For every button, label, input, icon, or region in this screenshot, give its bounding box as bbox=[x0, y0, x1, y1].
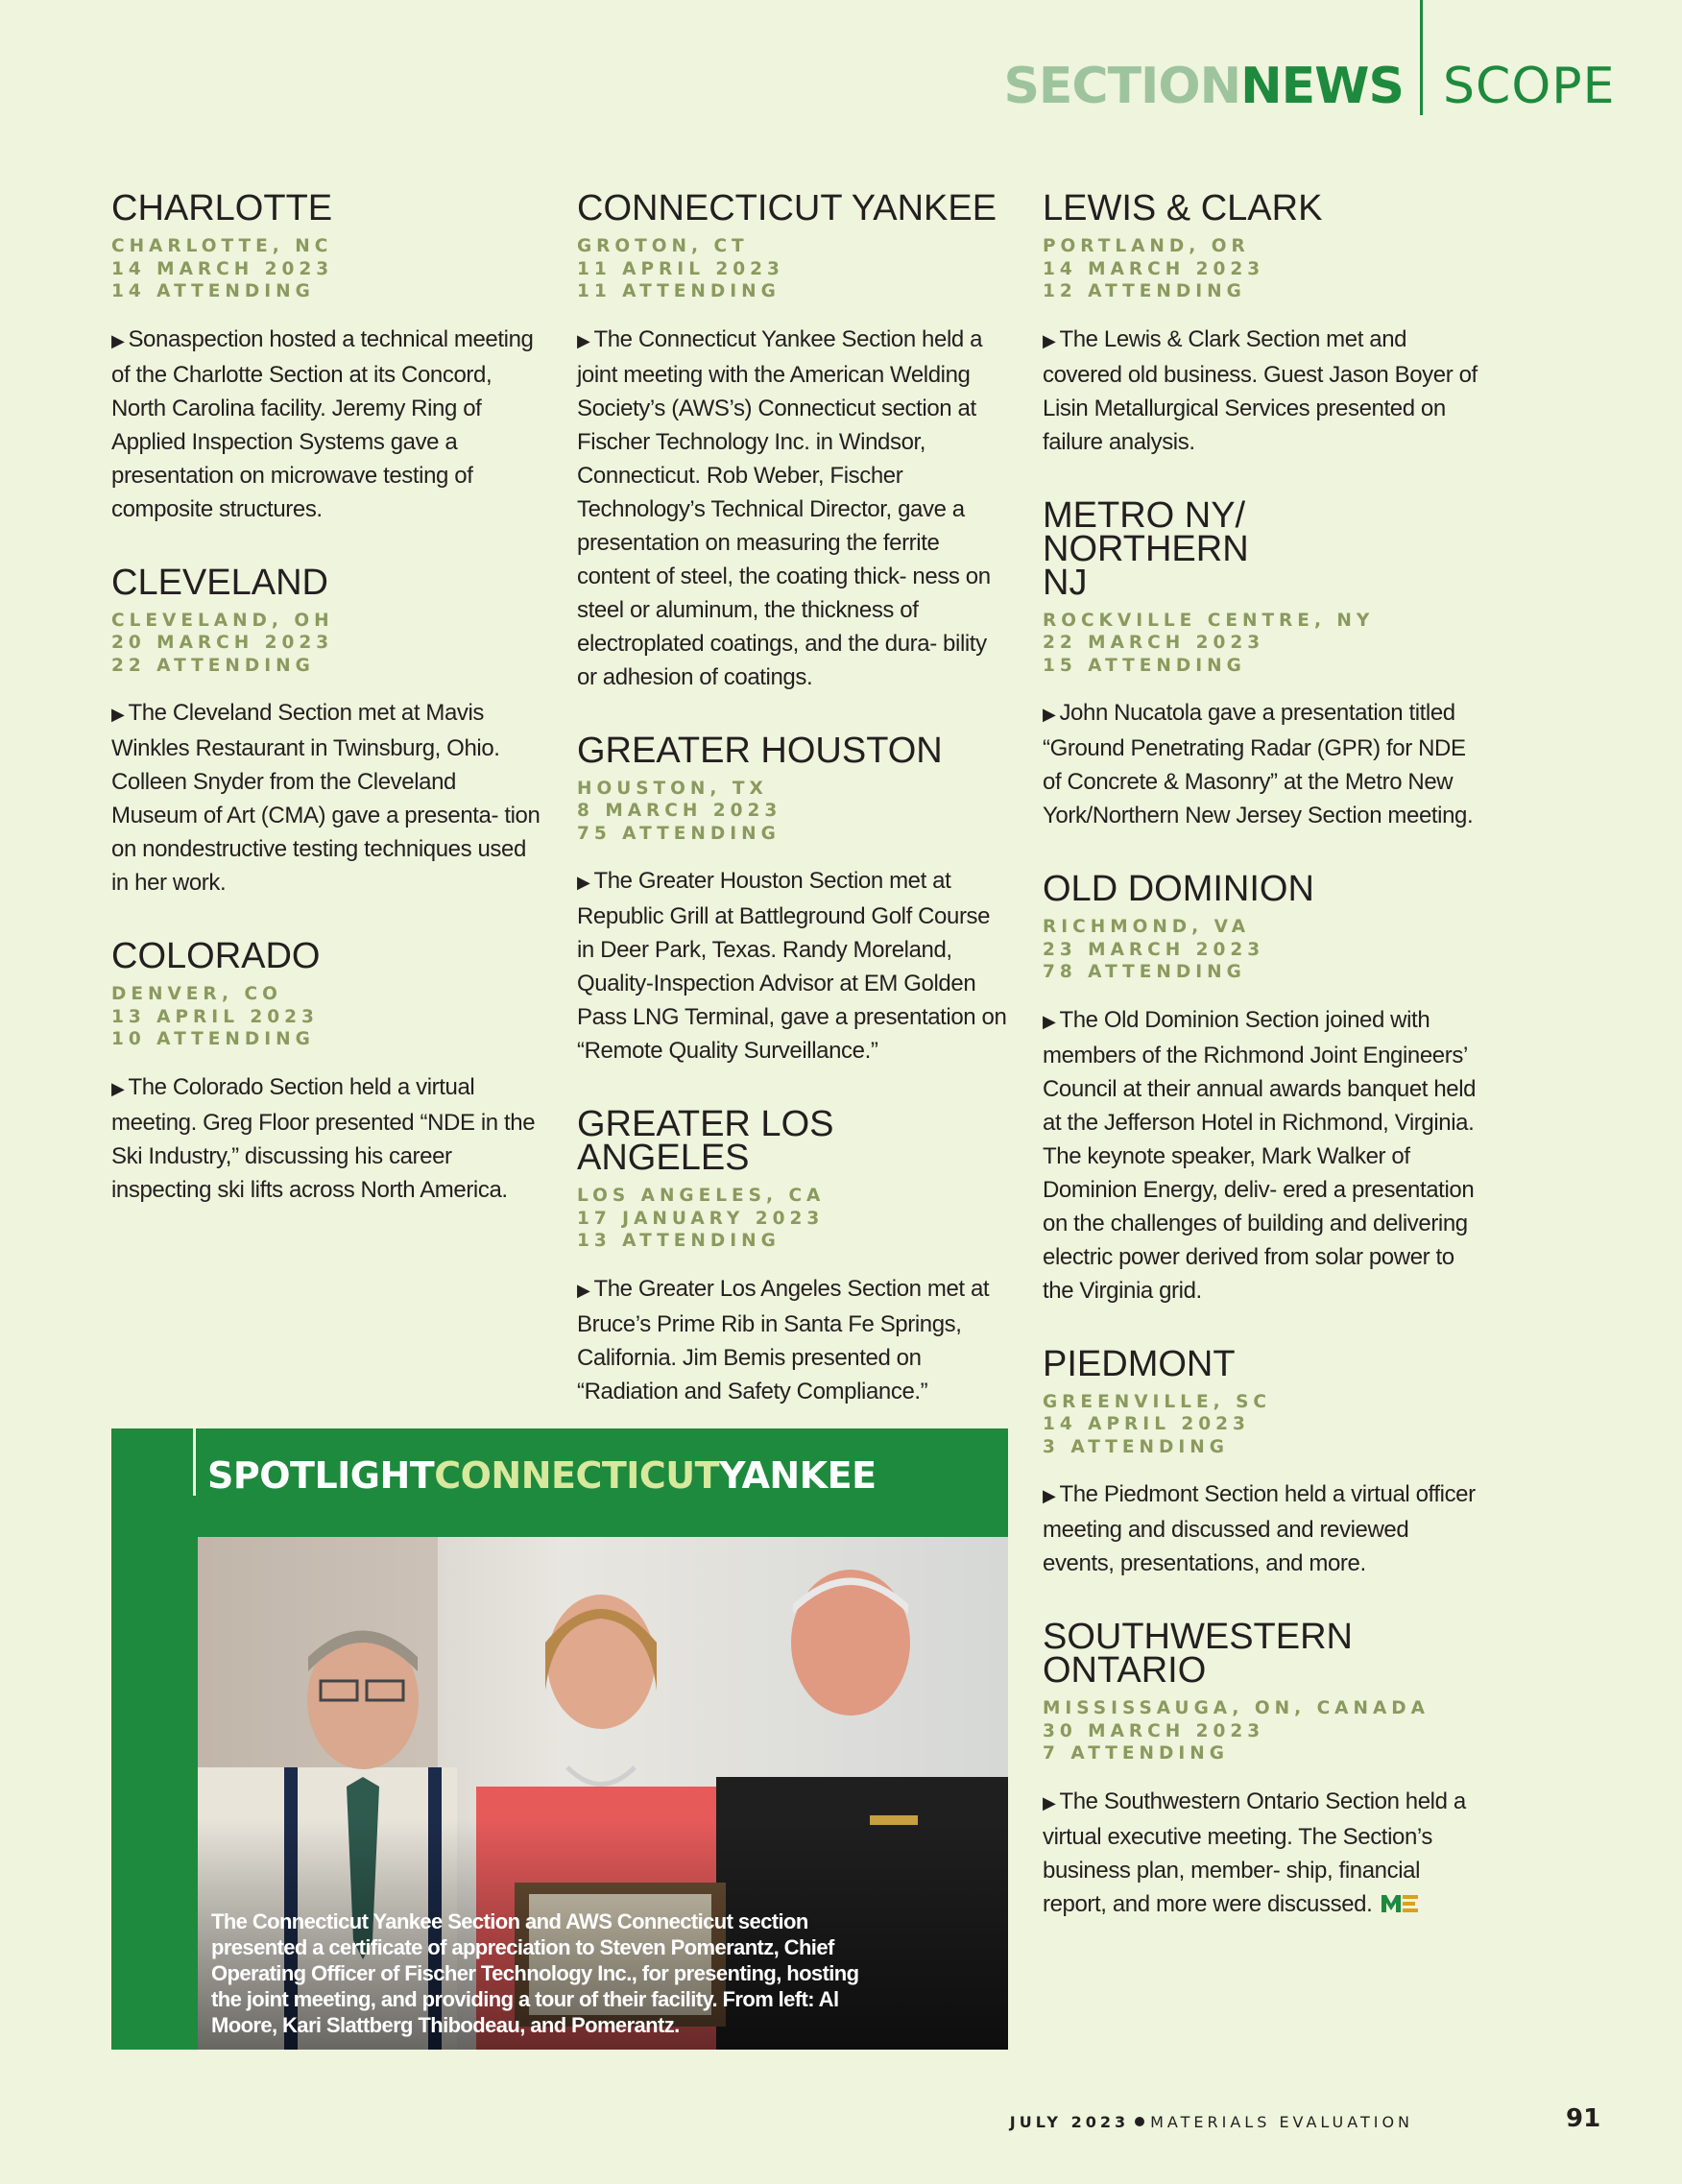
section-body: ▶ Sonaspection hosted a technical meeting of the Charlotte Section at its Concord, North Carolina facility. Jeremy Ring of Applied Inspection Systems gave a presentation on microwave testing of composite structures. bbox=[111, 325, 534, 522]
section-date: 17 JANUARY 2023 bbox=[577, 1208, 825, 1229]
triangle-bullet-icon: ▶ bbox=[1043, 330, 1056, 350]
section-news-brand bbox=[1003, 58, 1404, 115]
section-date: 30 MARCH 2023 bbox=[1043, 1720, 1265, 1741]
section-metro-ny bbox=[1043, 494, 1484, 833]
section-location: PORTLAND, OR bbox=[1043, 236, 1250, 256]
section-location: GROTON, CT bbox=[577, 236, 749, 256]
section-date: 8 MARCH 2023 bbox=[577, 801, 782, 821]
section-body: ▶ The Piedmont Section held a virtual officer meeting and discussed and reviewed events, presentations, and more. bbox=[1043, 1481, 1476, 1576]
spotlight-title: SPOTLIGHTCONNECTICUTYANKEE bbox=[207, 1454, 877, 1497]
page-header bbox=[0, 0, 1682, 125]
section-location: CHARLOTTE, NC bbox=[111, 236, 333, 256]
triangle-bullet-icon: ▶ bbox=[1043, 1486, 1056, 1505]
scope-label: SCOPE bbox=[1443, 58, 1616, 115]
section-title: GREATER LOS ANGELES bbox=[577, 1104, 834, 1178]
photo-caption: The Connecticut Yankee Section and AWS Connecticut section presented a certificate of appreciation to Steven Pomerantz, Chief Operating Officer of Fischer Technology Inc., for presenting, hosting the joint meeting, and providing a tour of their facility. From left: Al Moore, Kari Slattberg Thibodeau, and Pomerantz. bbox=[211, 1909, 859, 2037]
section-attending: 3 ATTENDING bbox=[1043, 1436, 1229, 1457]
section-title: OLD DOMINION bbox=[1043, 869, 1314, 909]
section-title: CHARLOTTE bbox=[111, 188, 333, 228]
section-body: ▶ The Lewis & Clark Section met and covered old business. Guest Jason Boyer of Lisin Metallurgical Services presented on failure analysis. bbox=[1043, 325, 1478, 455]
section-location: MISSISSAUGA, ON, CANADA bbox=[1043, 1698, 1430, 1718]
section-date: 11 APRIL 2023 bbox=[577, 258, 784, 279]
section-date: 13 APRIL 2023 bbox=[111, 1006, 319, 1027]
column-3 bbox=[1043, 188, 1484, 1962]
section-location: LOS ANGELES, CA bbox=[577, 1186, 826, 1206]
section-body: ▶ John Nucatola gave a presentation titled “Ground Penetrating Radar (GPR) for NDE of Concrete & Masonry” at the Metro New York/Northern New Jersey Section meeting. bbox=[1043, 700, 1474, 828]
section-charlotte bbox=[111, 188, 543, 526]
triangle-bullet-icon: ▶ bbox=[1043, 705, 1056, 724]
section-title: LEWIS & CLARK bbox=[1043, 188, 1323, 228]
section-attending: 7 ATTENDING bbox=[1043, 1743, 1229, 1764]
section-title: GREATER HOUSTON bbox=[577, 730, 943, 771]
triangle-bullet-icon: ▶ bbox=[577, 330, 590, 350]
spotlight-box bbox=[111, 1428, 1008, 2050]
spotlight-photo bbox=[198, 1537, 1008, 2050]
section-attending: 75 ATTENDING bbox=[577, 823, 781, 844]
section-attending: 10 ATTENDING bbox=[111, 1029, 315, 1049]
me-logo-icon bbox=[1382, 1888, 1418, 1922]
page-number: 91 bbox=[1566, 2104, 1601, 2133]
section-location: ROCKVILLE CENTRE, NY bbox=[1043, 610, 1375, 631]
section-attending: 14 ATTENDING bbox=[111, 281, 315, 301]
triangle-bullet-icon: ▶ bbox=[111, 1078, 125, 1098]
section-date: 14 MARCH 2023 bbox=[111, 258, 334, 279]
section-attending: 12 ATTENDING bbox=[1043, 281, 1246, 301]
section-attending: 22 ATTENDING bbox=[111, 655, 315, 676]
section-attending: 13 ATTENDING bbox=[577, 1231, 781, 1251]
section-title: PIEDMONT bbox=[1043, 1343, 1236, 1384]
brand-news: NEWS bbox=[1240, 58, 1404, 115]
section-location: RICHMOND, VA bbox=[1043, 917, 1251, 937]
section-old-dominion bbox=[1043, 869, 1484, 1308]
section-title: METRO NY/ NORTHERN NJ bbox=[1043, 494, 1249, 603]
section-body: ▶ The Cleveland Section met at Mavis Winkles Restaurant in Twinsburg, Ohio. Colleen Snyder from the Cleveland Museum of Art (CMA) gave a presenta- tion on nondestructive testing techniques used in her work. bbox=[111, 700, 541, 896]
section-location: CLEVELAND, OH bbox=[111, 610, 334, 631]
header-divider bbox=[1420, 0, 1423, 115]
section-attending: 11 ATTENDING bbox=[577, 281, 781, 301]
section-title: SOUTHWESTERN ONTARIO bbox=[1043, 1617, 1353, 1691]
triangle-bullet-icon: ▶ bbox=[111, 330, 125, 350]
triangle-bullet-icon: ▶ bbox=[1043, 1011, 1056, 1031]
section-title: COLORADO bbox=[111, 936, 321, 976]
section-date: 20 MARCH 2023 bbox=[111, 633, 334, 653]
section-piedmont bbox=[1043, 1343, 1484, 1581]
section-body: ▶ The Old Dominion Section joined with members of the Richmond Joint Engineers’ Council at their annual awards banquet held at the Jefferson Hotel in Richmond, Virginia. The keynote speaker, Mark Walker of Dominion Energy, deliv- ered a presentation on the challenges of building and delivering electric power derived from solar power to the Virginia grid. bbox=[1043, 1006, 1477, 1304]
triangle-bullet-icon: ▶ bbox=[577, 873, 590, 892]
section-lewis-clark bbox=[1043, 188, 1484, 459]
bullet-dot-icon bbox=[1135, 2117, 1144, 2126]
spotlight-divider bbox=[193, 1428, 196, 1496]
page-footer bbox=[1010, 2113, 1413, 2131]
section-southwestern-ontario bbox=[1043, 1617, 1484, 1922]
section-body: ▶ The Greater Los Angeles Section met at Bruce’s Prime Rib in Santa Fe Springs, California. Jim Bemis presented on “Radiation and Safety Compliance.” bbox=[577, 1275, 990, 1404]
triangle-bullet-icon: ▶ bbox=[1043, 1792, 1056, 1812]
section-title: CONNECTICUT YANKEE bbox=[577, 188, 997, 228]
section-body: ▶ The Greater Houston Section met at Republic Grill at Battleground Golf Course in Deer Park, Texas. Randy Moreland, Quality-Inspection Advisor at EM Golden Pass LNG Terminal, gave a presentation on “Remote Quality Surveillance.” bbox=[577, 868, 1007, 1064]
section-date: 14 MARCH 2023 bbox=[1043, 258, 1265, 279]
section-body: ▶ The Colorado Section held a virtual meeting. Greg Floor presented “NDE in the Ski Industry,” discussing his career inspecting ski lifts across North America. bbox=[111, 1073, 536, 1203]
section-location: GREENVILLE, SC bbox=[1043, 1391, 1271, 1412]
section-date: 23 MARCH 2023 bbox=[1043, 939, 1265, 960]
triangle-bullet-icon: ▶ bbox=[111, 705, 125, 724]
section-date: 14 APRIL 2023 bbox=[1043, 1414, 1250, 1434]
section-body: ▶ The Connecticut Yankee Section held a joint meeting with the American Welding Society’s (AWS’s) Connecticut section at Fischer Technology Inc. in Windsor, Connecticut. Rob Weber, Fischer Technology’s Technical Director, gave a presentation on measuring the ferrite content of steel, the coating thick- ness on steel or aluminum, the thickness of electroplated coatings, and the dura- bility or adhesion of coatings. bbox=[577, 325, 991, 690]
column-2 bbox=[577, 188, 1009, 1449]
section-cleveland bbox=[111, 562, 543, 900]
section-location: DENVER, CO bbox=[111, 984, 282, 1004]
section-location: HOUSTON, TX bbox=[577, 778, 768, 799]
section-greater-houston bbox=[577, 730, 1009, 1068]
section-attending: 15 ATTENDING bbox=[1043, 655, 1246, 676]
section-colorado bbox=[111, 936, 543, 1207]
footer-publication: MATERIALS EVALUATION bbox=[1150, 2113, 1413, 2131]
footer-date: JULY 2023 bbox=[1009, 2113, 1130, 2131]
section-title: CLEVELAND bbox=[111, 562, 328, 603]
section-attending: 78 ATTENDING bbox=[1043, 962, 1246, 982]
section-greater-los-angeles bbox=[577, 1104, 1009, 1408]
column-1 bbox=[111, 188, 543, 1247]
triangle-bullet-icon: ▶ bbox=[577, 1280, 590, 1300]
section-connecticut-yankee bbox=[577, 188, 1009, 694]
section-date: 22 MARCH 2023 bbox=[1043, 633, 1265, 653]
section-body: ▶ The Southwestern Ontario Section held a virtual executive meeting. The Section’s business plan, member- ship, financial report, and more were discussed. bbox=[1043, 1785, 1484, 1922]
brand-section: SECTION bbox=[1003, 58, 1241, 115]
